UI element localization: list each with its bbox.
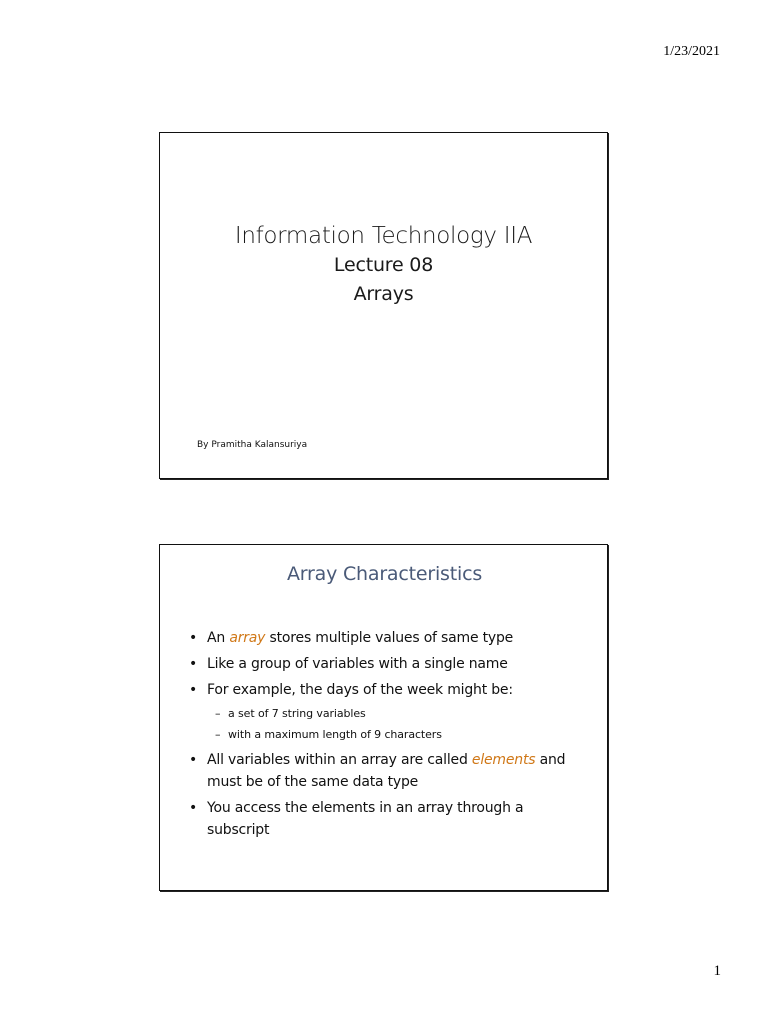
slide-heading: Array Characteristics — [286, 563, 483, 585]
highlight-term: array — [229, 630, 266, 646]
bullet-item — [187, 797, 587, 841]
sub-bullet-text: a set of 7 string variables — [228, 707, 366, 720]
page-number: 1 — [713, 963, 721, 979]
header-date: 1/23/2021 — [663, 44, 720, 59]
content-slide — [159, 544, 608, 891]
bullet-icon: • — [189, 752, 198, 768]
author-credit: By Pramitha Kalansuriya — [197, 440, 308, 450]
bullet-list — [187, 627, 587, 845]
bullet-item — [187, 627, 587, 649]
bullet-text: Like a group of variables with a single name — [207, 656, 508, 672]
bullet-item — [187, 679, 587, 745]
bullet-item — [187, 653, 587, 675]
title-block — [160, 221, 607, 309]
bullet-text: and must be of the same data type — [207, 752, 566, 790]
bullet-text: An — [207, 630, 230, 646]
highlight-term: elements — [471, 752, 536, 768]
bullet-text: You access the elements in an array through a subscript — [207, 800, 524, 838]
lecture-number: Lecture 08 — [333, 254, 434, 276]
title-slide — [159, 132, 608, 479]
bullet-text: stores multiple values of same type — [265, 630, 514, 646]
bullet-icon: • — [189, 682, 198, 698]
sub-bullet-list — [207, 703, 587, 745]
dash-icon: – — [215, 728, 221, 741]
bullet-icon: • — [189, 630, 198, 646]
lecture-topic: Arrays — [353, 283, 414, 305]
bullet-text: For example, the days of the week might be: — [207, 682, 513, 698]
bullet-icon: • — [189, 800, 198, 816]
bullet-text: All variables within an array are called — [207, 752, 472, 768]
sub-bullet-item — [207, 703, 587, 724]
sub-bullet-text: with a maximum length of 9 characters — [228, 728, 442, 741]
dash-icon: – — [215, 707, 221, 720]
bullet-item — [187, 749, 587, 793]
bullet-icon: • — [189, 656, 198, 672]
sub-bullet-item — [207, 724, 587, 745]
course-title: Information Technology IIA — [234, 223, 533, 249]
